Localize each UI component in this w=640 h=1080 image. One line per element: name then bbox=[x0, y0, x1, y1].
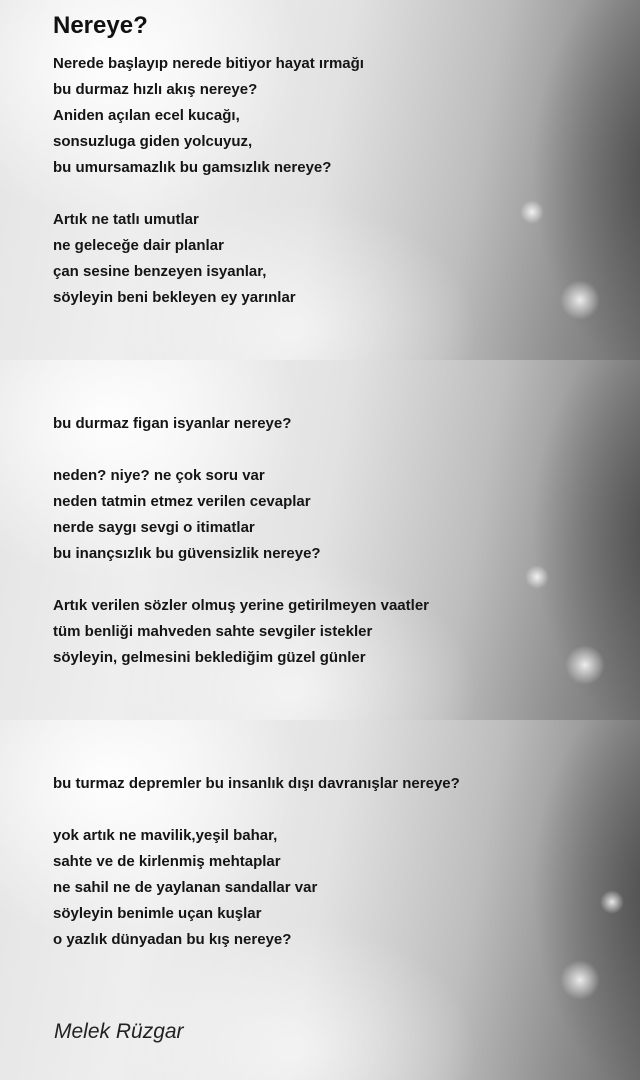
stanza bbox=[53, 463, 321, 567]
poem-line: bu turmaz depremler bu insanlık dışı davranışlar nereye? bbox=[53, 775, 460, 792]
poem-line: söyleyin benimle uçan kuşlar bbox=[53, 905, 262, 922]
bokeh-light bbox=[525, 565, 549, 589]
author-signature: Melek Rüzgar bbox=[54, 1020, 184, 1043]
poem-line: neden tatmin etmez verilen cevaplar bbox=[53, 493, 311, 510]
poem-panel-3 bbox=[0, 720, 640, 1080]
bokeh-light bbox=[520, 200, 544, 224]
poem-line: bu durmaz hızlı akış nereye? bbox=[53, 81, 258, 98]
poem-line: ne geleceğe dair planlar bbox=[53, 237, 224, 254]
poem-line: Nerede başlayıp nerede bitiyor hayat ırmağı bbox=[53, 55, 364, 72]
stanza bbox=[53, 411, 291, 437]
poem-line: Artık verilen sözler olmuş yerine getirilmeyen vaatler bbox=[53, 597, 429, 614]
poem-line: neden? niye? ne çok soru var bbox=[53, 467, 265, 484]
poem-line: yok artık ne mavilik,yeşil bahar, bbox=[53, 827, 278, 844]
poem-line: çan sesine benzeyen isyanlar, bbox=[53, 263, 267, 280]
poem-line: söyleyin, gelmesini beklediğim güzel günler bbox=[53, 649, 366, 666]
poem-line: söyleyin beni bekleyen ey yarınlar bbox=[53, 289, 296, 306]
bokeh-light bbox=[565, 645, 605, 685]
bokeh-light bbox=[600, 890, 624, 914]
poem-panel-2 bbox=[0, 360, 640, 720]
bokeh-light bbox=[560, 960, 600, 1000]
poem-line: ne sahil ne de yaylanan sandallar var bbox=[53, 879, 318, 896]
poem-title: Nereye? bbox=[53, 12, 148, 39]
stanza bbox=[53, 207, 296, 311]
poem-line: sonsuzluga giden yolcuyuz, bbox=[53, 133, 253, 150]
poem-line: o yazlık dünyadan bu kış nereye? bbox=[53, 931, 292, 948]
poem-line: Aniden açılan ecel kucağı, bbox=[53, 107, 240, 124]
poem-line: bu durmaz figan isyanlar nereye? bbox=[53, 415, 292, 432]
stanza bbox=[53, 823, 317, 953]
poem-line: Artık ne tatlı umutlar bbox=[53, 211, 199, 228]
poem-panel-1 bbox=[0, 0, 640, 360]
poem-line: bu inançsızlık bu güvensizlik nereye? bbox=[53, 545, 321, 562]
poem-line: tüm benliği mahveden sahte sevgiler istekler bbox=[53, 623, 373, 640]
poem-line: nerde saygı sevgi o itimatlar bbox=[53, 519, 255, 536]
poem-line: sahte ve de kirlenmiş mehtaplar bbox=[53, 853, 281, 870]
stanza bbox=[53, 771, 460, 797]
stanza bbox=[53, 593, 429, 671]
stanza bbox=[53, 51, 364, 181]
bokeh-light bbox=[560, 280, 600, 320]
poem-line: bu umursamazlık bu gamsızlık nereye? bbox=[53, 159, 332, 176]
